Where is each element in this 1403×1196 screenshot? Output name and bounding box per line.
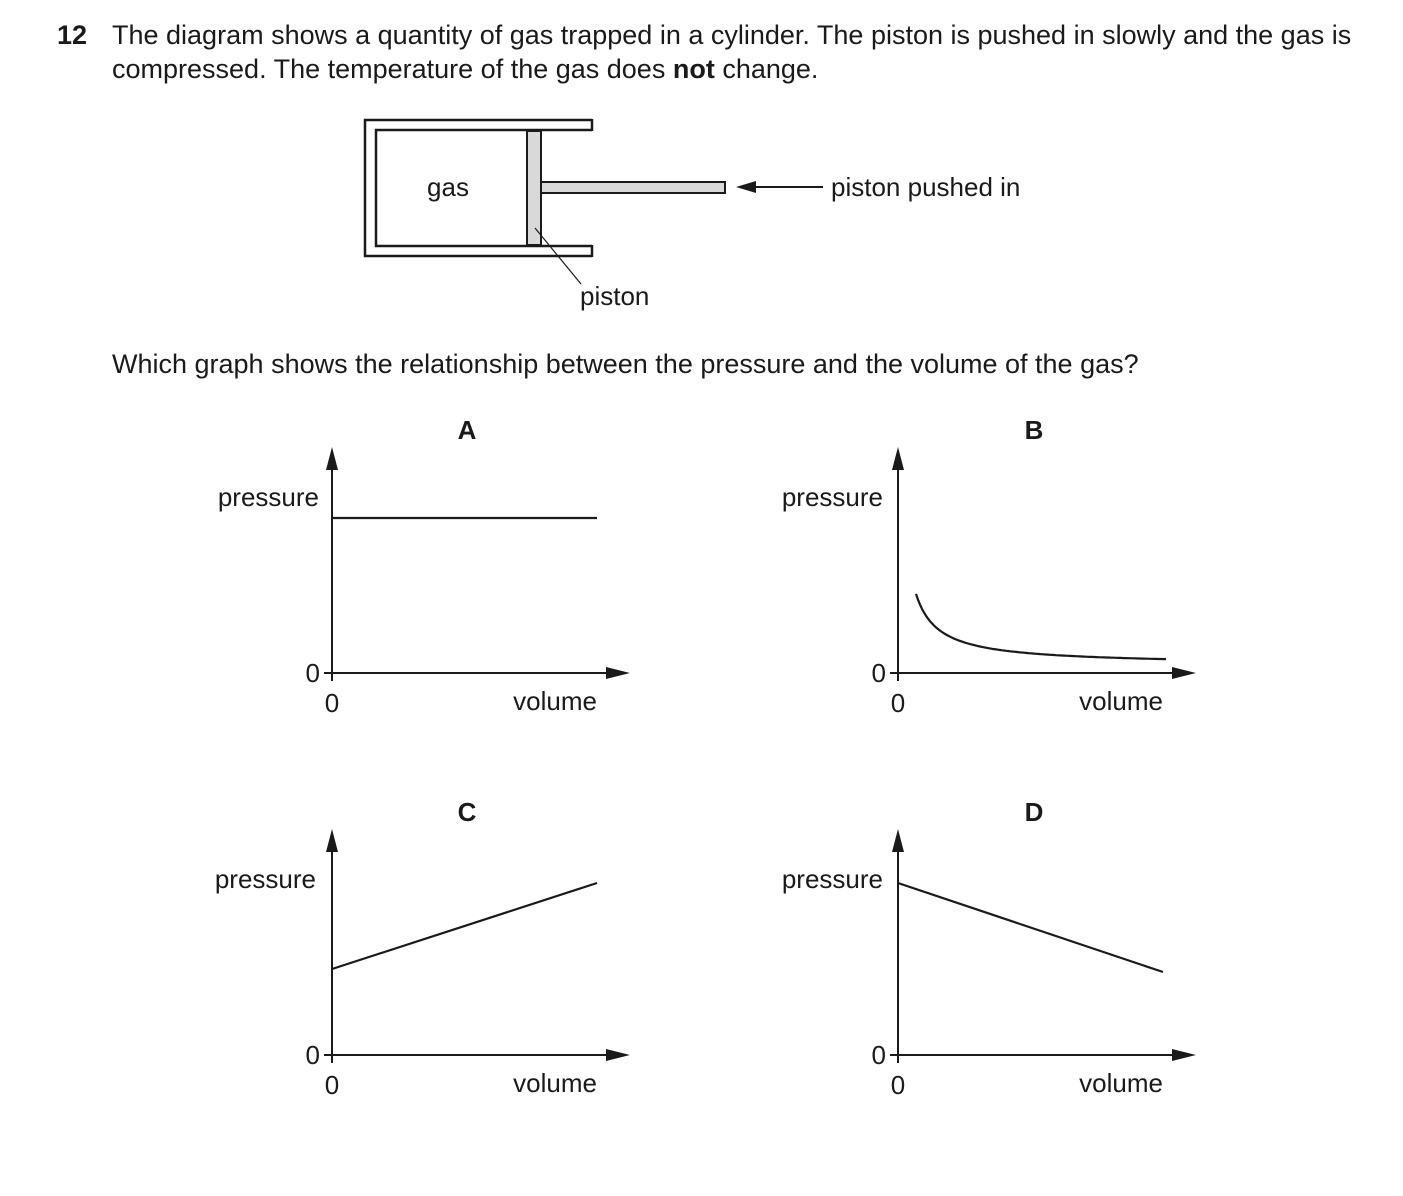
graph-c xyxy=(215,797,630,1100)
push-arrow-label: piston pushed in xyxy=(831,172,1021,202)
graph-b-origin-x: 0 xyxy=(890,688,906,718)
graphs-layer xyxy=(215,415,1196,1100)
graph-c-x-arrow xyxy=(606,1049,630,1061)
question-prompt: Which graph shows the relationship between the pressure and the volume of the gas? xyxy=(112,349,1139,379)
graph-a-origin-x: 0 xyxy=(324,688,340,718)
graph-c-xlabel: volume xyxy=(513,1068,597,1098)
graph-c-letter: C xyxy=(457,797,477,827)
graph-b-letter: B xyxy=(1024,415,1044,445)
question-text-bold: not xyxy=(672,54,715,84)
graph-a-letter: A xyxy=(457,415,477,445)
graph-c-origin-x: 0 xyxy=(324,1070,340,1100)
graph-a-y-arrow xyxy=(326,447,338,470)
graph-d-xlabel: volume xyxy=(1079,1068,1163,1098)
piston-head xyxy=(527,131,541,245)
graph-d-ylabel: pressure xyxy=(781,864,883,894)
graph-b-ylabel: pressure xyxy=(781,482,883,512)
graph-b-x-arrow xyxy=(1172,667,1196,679)
push-arrow-head xyxy=(736,181,756,193)
graph-d-origin-x: 0 xyxy=(890,1070,906,1100)
graph-d-origin-y: 0 xyxy=(871,1040,886,1070)
piston-rod xyxy=(541,182,725,193)
gas-label: gas xyxy=(427,172,469,202)
question-text-part2: change. xyxy=(714,54,819,84)
graph-a xyxy=(218,415,630,718)
graph-c-curve xyxy=(332,883,597,969)
graph-a-xlabel: volume xyxy=(513,686,597,716)
cylinder-diagram xyxy=(365,119,1020,311)
graph-c-y-arrow xyxy=(326,829,338,852)
graph-a-x-arrow xyxy=(606,667,630,679)
graph-d xyxy=(782,797,1196,1100)
graph-d-curve xyxy=(898,883,1163,972)
piston-label: piston xyxy=(580,281,650,311)
graph-c-ylabel: pressure xyxy=(214,864,316,894)
graph-b-origin-y: 0 xyxy=(871,658,886,688)
graph-a-origin-y: 0 xyxy=(305,658,320,688)
graph-d-x-arrow xyxy=(1172,1049,1196,1061)
question-text-part1: The diagram shows a quantity of gas trapped in a cylinder. The piston is pushed in slowly and the gas is compressed. The temperature of the gas does xyxy=(112,20,1352,84)
graph-b-y-arrow xyxy=(892,447,904,470)
question-number: 12 xyxy=(57,20,88,50)
graph-d-y-arrow xyxy=(892,829,904,852)
graph-b-xlabel: volume xyxy=(1079,686,1163,716)
graph-d-letter: D xyxy=(1024,797,1044,827)
graph-c-origin-y: 0 xyxy=(305,1040,320,1070)
graph-b xyxy=(782,415,1196,718)
graph-b-curve xyxy=(916,594,1166,659)
graph-a-ylabel: pressure xyxy=(217,482,319,512)
